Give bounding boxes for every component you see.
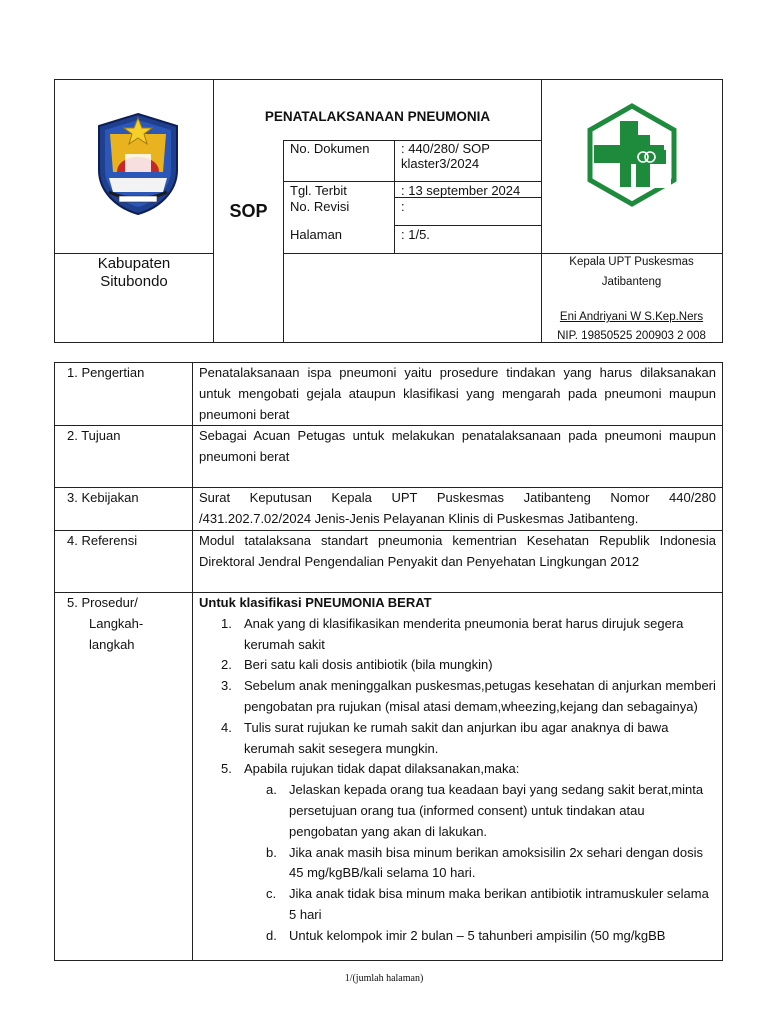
signatory-position-line2: Jatibanteng	[601, 276, 662, 288]
section-row-referensi	[55, 530, 723, 592]
section-label: 1. Pengertian	[55, 363, 193, 426]
section-text: Penatalaksanaan ispa pneumoni yaitu prosedure tindakan yang harus dilaksanakan untuk mengobati gejala ataupun klasifikasi yang mengarah pada pneumoni maupun pneumoni berat	[193, 363, 723, 426]
signatory-position-line1: Kepala UPT Puskesmas	[569, 256, 694, 268]
section-text: Sebagai Acuan Petugas untuk melakukan penatalaksanaan pada pneumoni maupun pneumoni berat	[193, 426, 723, 488]
list-item	[199, 759, 716, 780]
sub-list-item-letter: d.	[266, 927, 277, 943]
field-value-no-revisi: :	[401, 199, 405, 214]
region-name	[54, 255, 214, 291]
page-footer: 1/(jumlah halaman)	[344, 973, 424, 984]
list-item-text: Sebelum anak meninggalkan puskesmas,petugas kesehatan di anjurkan memberi pengobatan pra rujukan (misal atasi demam,wheezing,kejang dan sebagainya)	[244, 678, 716, 714]
procedure-heading: Untuk klasifikasi PNEUMONIA BERAT	[199, 594, 432, 610]
field-label-halaman: Halaman	[290, 227, 343, 242]
list-item-number: 5.	[221, 761, 232, 777]
list-item-text: Tulis surat rujukan ke rumah sakit dan anjurkan ibu agar anaknya di bawa kerumah sakit sesegera mungkin.	[244, 719, 669, 756]
sub-list-item-text: Jelaskan kepada orang tua keadaan bayi yang sedang sakit berat,minta persetujuan orang tua (informed consent) untuk tindakan atau pengobatan yang akan di lakukan.	[289, 782, 704, 839]
sub-list-item-letter: b.	[266, 844, 277, 860]
field-value-no-dokumen: : 440/280/ SOP klaster3/2024	[401, 141, 490, 171]
list-item	[199, 655, 716, 676]
field-label-no-revisi: No. Revisi	[290, 199, 350, 214]
puskesmas-logo	[580, 103, 684, 207]
list-item	[199, 676, 716, 718]
list-item	[199, 614, 716, 656]
section-row-prosedur	[55, 592, 723, 960]
section-label	[55, 592, 193, 960]
procedure-label-line2: Langkah-	[89, 615, 144, 631]
document-title: PENATALAKSANAAN PNEUMONIA	[264, 109, 491, 124]
section-label: 4. Referensi	[55, 530, 193, 592]
section-text: Surat Keputusan Kepala UPT Puskesmas Jatibanteng Nomor 440/280 /431.202.7.02/2024 Jenis-Jenis Pelayanan Klinis di Puskesmas Jatibanteng.	[193, 488, 723, 531]
sub-list-item-text: Untuk kelompok imir 2 bulan – 5 tahunberi ampisilin (50 mg/kgBB	[289, 927, 666, 943]
section-label: 2. Tujuan	[55, 426, 193, 488]
list-item-text: Anak yang di klasifikasikan menderita pneumonia berat harus dirujuk segera kerumah sakit	[244, 615, 684, 652]
section-row-pengertian	[55, 363, 723, 426]
section-text: Modul tatalaksana standart pneumonia kementrian Kesehatan Republik Indonesia Direktoral Jendral Pengendalian Penyakit dan Penyehatan Lingkungan 2012	[193, 530, 723, 592]
signatory-name: Eni Andriyani W S.Kep.Ners	[559, 311, 704, 323]
list-item-number: 4.	[221, 719, 232, 735]
sub-list-item-text: Jika anak masih bisa minum berikan amoksisilin 2x sehari dengan dosis 45 mg/kgBB/kali selama 10 hari.	[289, 844, 704, 881]
list-item-number: 1.	[221, 615, 232, 631]
sub-list-item-letter: c.	[266, 886, 277, 902]
list-item-number: 3.	[221, 678, 232, 694]
sop-label: SOP	[229, 201, 268, 221]
field-value-tgl-terbit: : 13 september 2024	[401, 183, 521, 198]
section-label: 3. Kebijakan	[55, 488, 193, 531]
sub-list-item	[199, 926, 716, 947]
list-item-text: Beri satu kali dosis antibiotik (bila mungkin)	[244, 657, 493, 673]
section-row-tujuan	[55, 426, 723, 488]
list-item	[199, 718, 716, 760]
sub-list-item	[199, 843, 716, 885]
field-label-tgl-terbit: Tgl. Terbit	[290, 183, 347, 198]
list-item-number: 2.	[221, 657, 232, 673]
region-line-2: Situbondo	[100, 273, 168, 290]
signatory-position	[541, 255, 722, 289]
regency-emblem	[95, 112, 181, 216]
sub-list-item-text: Jika anak tidak bisa minum maka berikan antibiotik intramuskuler selama 5 hari	[289, 886, 709, 922]
sop-content-table	[54, 362, 723, 961]
section-row-kebijakan	[55, 488, 723, 531]
signatory-nip: NIP. 19850525 200903 2 008	[557, 330, 706, 342]
procedure-label-line3: langkah	[89, 636, 135, 652]
procedure-content	[193, 592, 723, 960]
procedure-label-line1: 5. Prosedur/	[67, 594, 138, 610]
sub-list-item	[199, 780, 716, 842]
region-line-1: Kabupaten	[97, 255, 171, 272]
field-value-halaman: : 1/5.	[401, 227, 430, 242]
sub-list-item-letter: a.	[266, 782, 277, 798]
sub-list-item	[199, 884, 716, 926]
field-label-no-dokumen: No. Dokumen	[290, 141, 370, 156]
list-item-text: Apabila rujukan tidak dapat dilaksanakan,maka:	[244, 761, 520, 777]
